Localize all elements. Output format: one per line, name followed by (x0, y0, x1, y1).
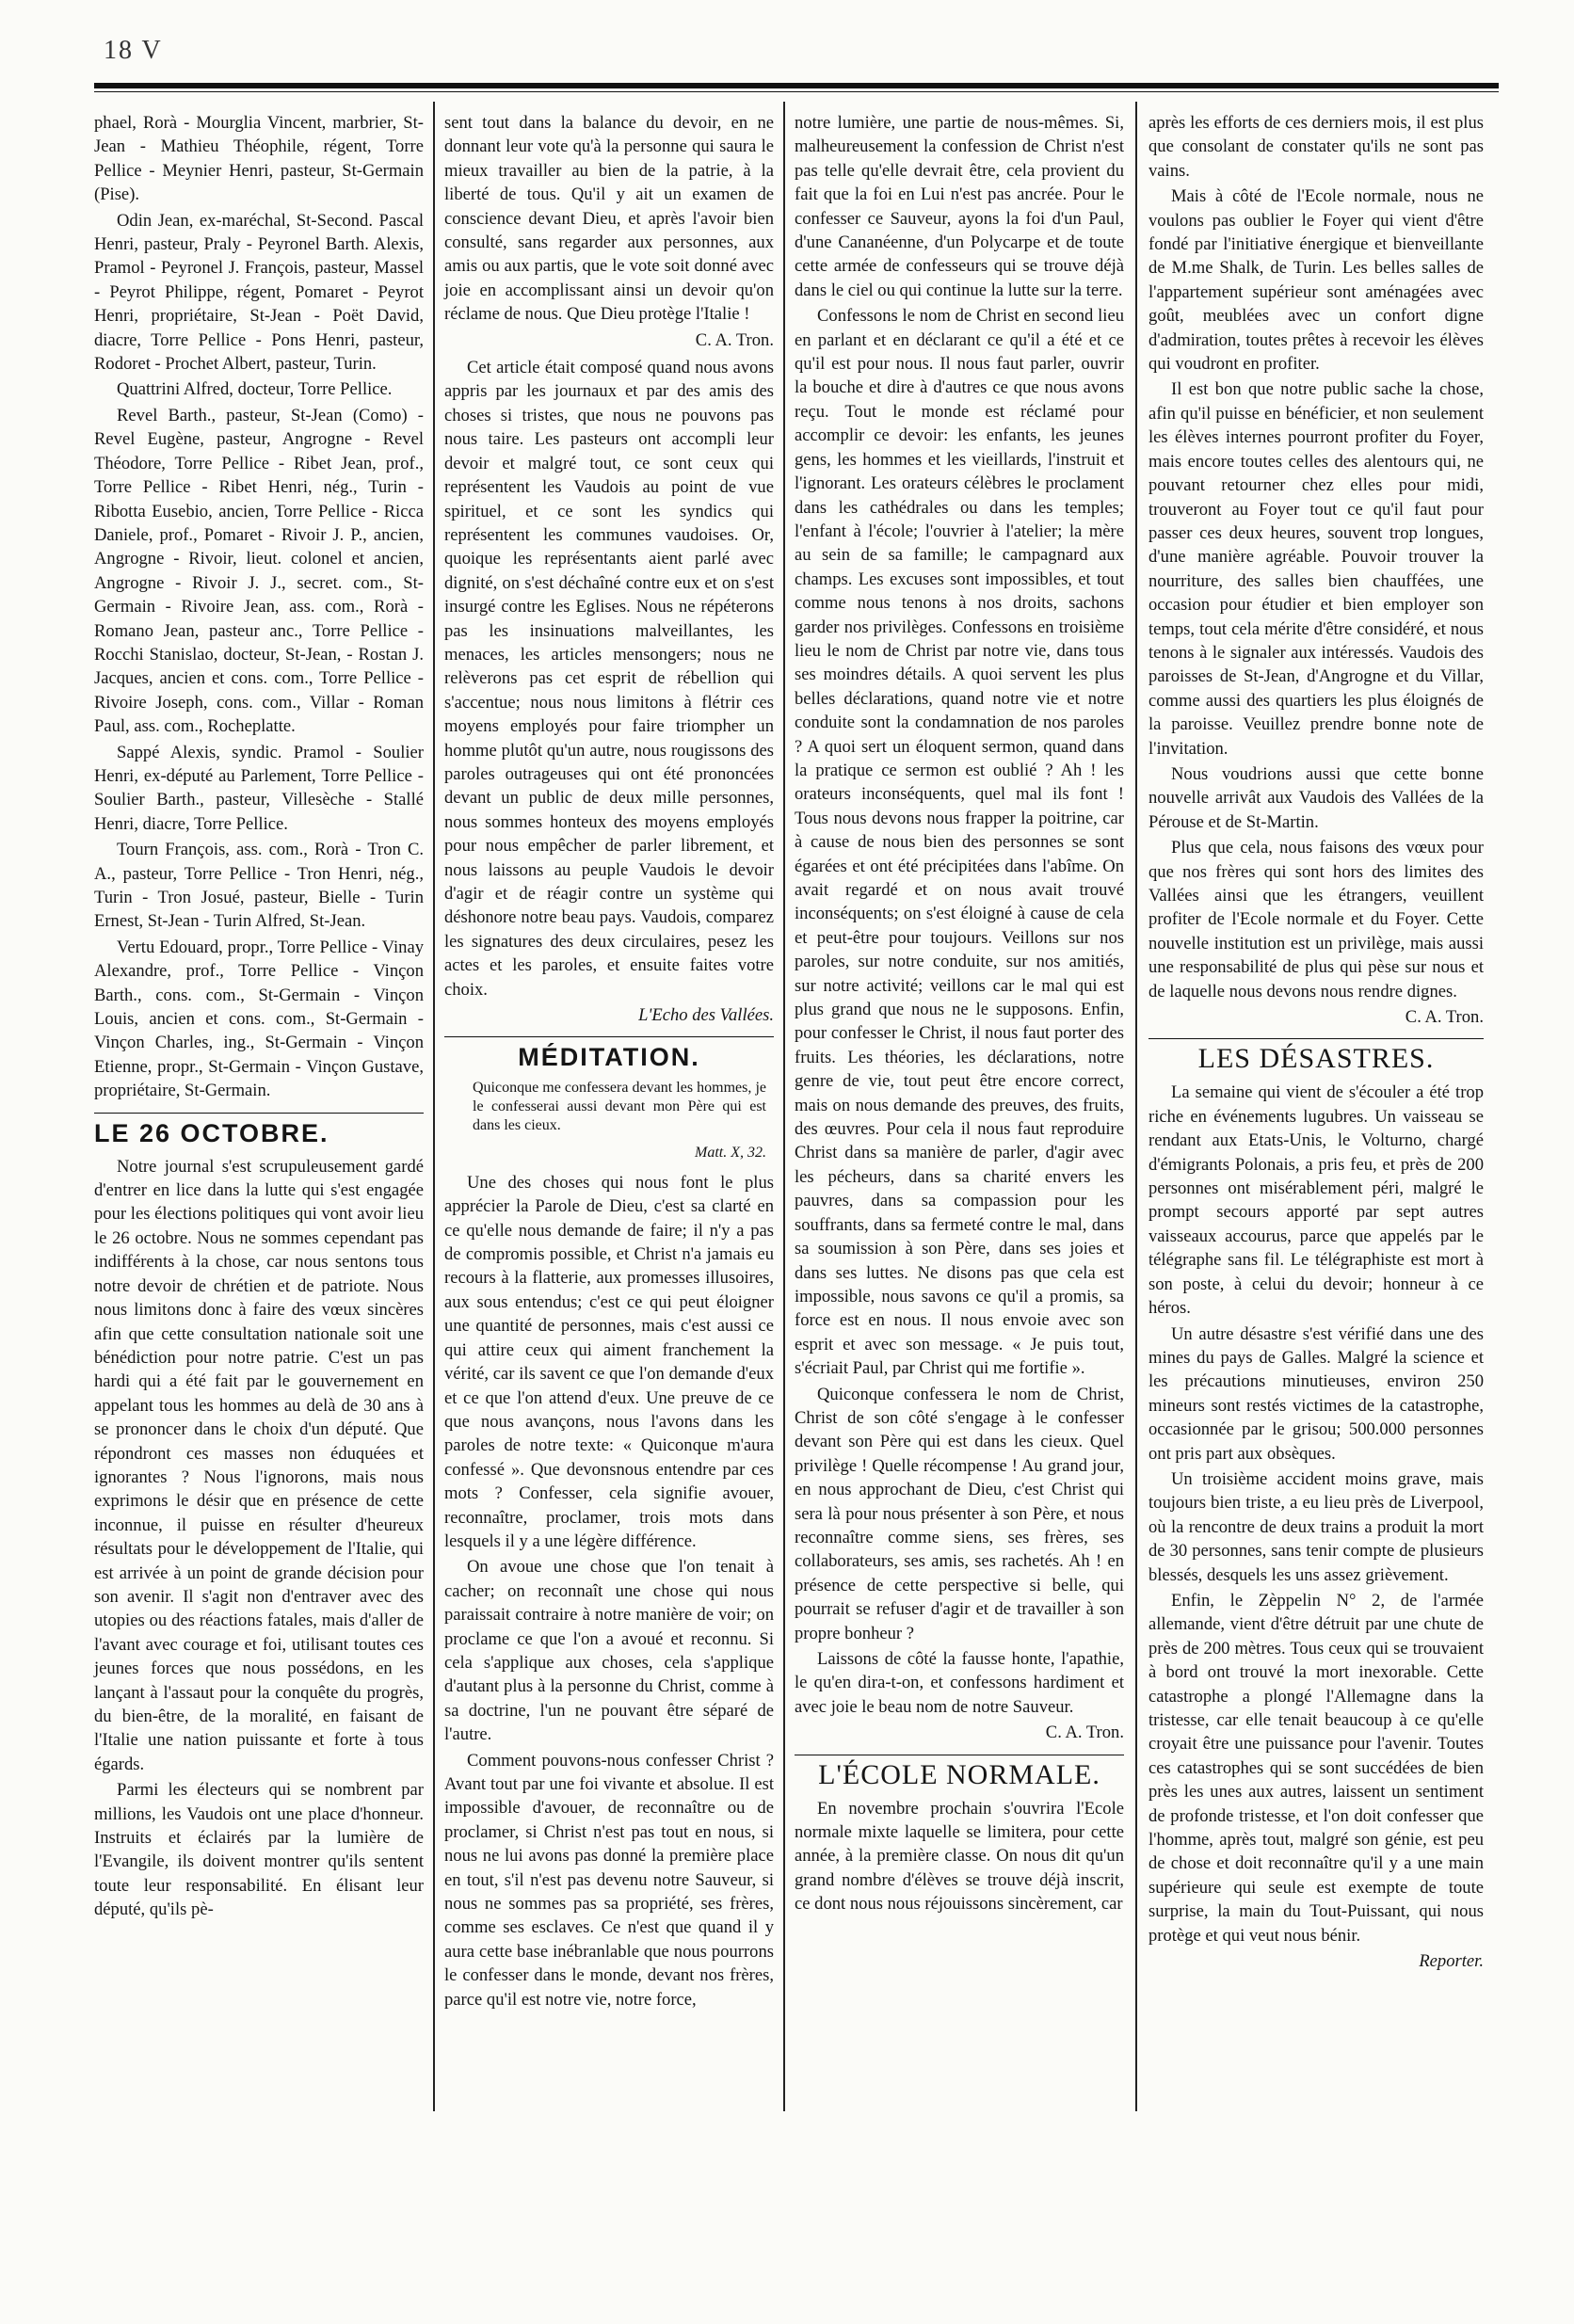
article-heading: MÉDITATION. (444, 1036, 774, 1071)
paragraph: Une des choses qui nous font le plus apprécier la Parole de Dieu, c'est sa clarté en ce qu'elle nous demande de faire; il n'y a pas de compromis possible, et Christ n'a jamais eu recours à la flatterie, aux promesses illusoires, aux sous entendus; c'est ce qui peut éloigner une quantité de personnes, mais c'est aussi ce qui attire ceux qui aiment franchement la vérité, car ils savent ce que l'on demande d'eux et ce que l'on attend d'eux. Une preuve de ce que nous avançons, nous l'avons dans les paroles de notre texte: « Quiconque m'aura confessé ». Que devonsnous entendre par ces mots ? Confesser, cela signifie avouer, reconnaître, proclamer, trois mots dans lesquels il y a une légère différence. (444, 1172, 774, 1551)
column-1 (94, 111, 424, 1924)
column-4 (1148, 111, 1484, 1977)
header-rule (94, 83, 1499, 88)
paragraph: Quiconque confessera le nom de Christ, Christ de son côté s'engage à le confesser devant son Père qui est dans les cieux. Quel privilège ! Quelle récompense ! Au grand jour, en nous approchant de Dieu, c'est Christ qui sera là pour nous présenter à son Père, et nous reconnaître comme siens, ses frères, ses collaborateurs, ses amis, ses rachetés. Ah ! en présence de cette perspective si belle, qui pourrait se refuser d'agir et de travailler à son propre bonheur ? (795, 1384, 1124, 1643)
paragraph: Revel Barth., pasteur, St-Jean (Como) - Revel Eugène, pasteur, Angrogne - Revel Théodore, Torre Pellice - Ribet Jean, prof., Torre Pellice - Ribet Henri, nég., Turin - Ribotta Eusebio, ancien, Torre Pellice - Ricca Daniele, prof., Pomaret - Rivoir J. P., ancien, Angrogne - Rivoir, lieut. colonel et ancien, Angrogne - Rivoir J. J., secret. com., St-Germain - Rivoire Jean, ass. com., Rorà - Romano Jean, pasteur anc., Torre Pellice - Rocchi Stanislao, docteur, St-Jean, - Rostan J. Jacques, ancien et cons. com., Torre Pellice - Rivoire Joseph, cons. com., Villar - Roman Paul, ass. com., Rocheplatte. (94, 405, 424, 737)
paragraph: Enfin, le Zèppelin N° 2, de l'armée allemande, vient d'être détruit par une chute de près de 200 mètres. Tous ceux qui se trouvaient à bord ont trouvé la mort inexorable. Cette catastrophe a plongé l'Allemagne dans la tristesse, car elle tenait beaucoup à ce qu'elle croyait être une puissance pour l'avenir. Toutes ces catastrophes qui se sont succédées de bien près les unes aux autres, laissent un sentiment de profonde tristesse, et l'on doit confesser que l'homme, après tout, malgré son génie, est peu de chose et doit reconnaître qu'il y a une main supérieure qui seule est exempte de toute surprise, la main du Tout-Puissant, qui nous protège et qui veut nous bénir. (1148, 1590, 1484, 1946)
paragraph: Comment pouvons-nous confesser Christ ? Avant tout par une foi vivante et absolue. Il est impossible d'avouer, de reconnaître ou de proclamer, si Christ n'est pas tout en nous, si nous ne lui avons pas donné la première place en tout, s'il n'est pas devenu notre Sauveur, si nous ne sommes pas sa propriété, ses frères, comme ses esclaves. Ce n'est que quand il y aura cette base inébranlable que nous pourrons le confesser dans le monde, devant nos frères, parce qu'il est notre vie, notre force, (444, 1750, 774, 2010)
paragraph: Laissons de côté la fausse honte, l'apathie, le qu'en dira-t-on, et confessons hardiment et avec joie le beau nom de notre Sauveur. (795, 1649, 1124, 1717)
paragraph: Il est bon que notre public sache la chose, afin qu'il puisse en bénéficier, et non seulement les élèves internes pourront profiter du Foyer, mais encore toutes celles des alentours qui, ne pouvant retourner chez elles pour midi, trouveront au Foyer tout ce qu'il faut pour passer ces deux heures, souvent trop longues, d'une manière agréable. Pouvoir trouver la nourriture, des salles bien chauffées, une occasion pour étudier et bien employer son temps, tout cela mérite d'être considéré, et nous tenons à le signaler aux intéressés. Vaudois des paroisses de St-Jean, d'Angrogne et du Villar, comme aussi des quartiers les plus éloignés de la paroisse. Veuillez prendre bonne note de l'invitation. (1148, 379, 1484, 759)
paragraph: Plus que cela, nous faisons des vœux pour que nos frères qui sont hors des limites des Vallées ainsi que les étrangers, veuillent profiter de l'Ecole normale et du Foyer. Cette nouvelle institution est un privilège, mais aussi une responsabilité de plus qui pèse sur nous et de laquelle nous devons nous rendre dignes. (1148, 838, 1484, 1002)
paragraph: Notre journal s'est scrupuleusement gardé d'entrer en lice dans la lutte qui s'est engagée pour les élections politiques qui vont avoir lieu le 26 octobre. Nous ne sommes cependant pas indifférents à la chose, car nous sentons tous notre devoir de chrétien et de patriote. Nous nous limitons donc à faire des vœux sincères afin que cette consultation nationale soit une bénédiction pour notre patrie. C'est un pas hardi qui a été fait par le gouvernement en appelant tous les hommes au delà de 30 ans à se prononcer dans le choix d'un député. Que répondront ces masses non éduquées et ignorantes ? Nous l'ignorons, mais nous exprimons le désir que en présence de cette inconnue, il puisse en résulter d'heureux résultats pour le développement de l'Italie, qui est arrivée à un point de grande décision pour son avenir. Il s'agit non d'entraver avec des utopies ou des réactions fatales, mais d'aller de l'avant avec courage et foi, utilisant toutes ces jeunes forces que nous possédons, en les lançant à l'assaut pour la conquête du progrès, du bien-être, de la moralité, en faisant de l'Italie une nation puissante et forte à tous égards. (94, 1156, 424, 1774)
signature: C. A. Tron. (1045, 1723, 1124, 1743)
paragraph: La semaine qui vient de s'écouler a été trop riche en événements lugubres. Un vaisseau se rendant aux Etats-Unis, le Volturno, chargé d'émigrants Polonais, a pris feu, et près de 200 personnes ont misérablement péri, malgré le prompt secours apporté par sept autres vaisseaux accourus, parce que appelés par le télégraphe sans fil. Le télégraphiste est mort à son poste, à celui du devoir; honneur à ce héros. (1148, 1082, 1484, 1319)
paragraph: phael, Rorà - Mourglia Vincent, marbrier, St-Jean - Mathieu Théophile, régent, Torre Pellice - Meynier Henri, pasteur, St-Germain (Pise). (94, 113, 424, 205)
paragraph: après les efforts de ces derniers mois, il est plus que consolant de constater qu'ils ne sont pas vains. (1148, 113, 1484, 181)
paragraph: Quattrini Alfred, docteur, Torre Pellice. (117, 379, 393, 400)
paragraph: Un autre désastre s'est vérifié dans une des mines du pays de Galles. Malgré la science et les précautions minutieuses, environ 250 mineurs sont restés victimes de la catastrophe, occasionnée par le grisou; 500.000 personnes ont pris part aux obsèques. (1148, 1323, 1484, 1464)
column-3 (795, 111, 1124, 1918)
article-heading: LES DÉSASTRES. (1148, 1038, 1484, 1073)
signature: C. A. Tron. (1405, 1007, 1484, 1028)
header-rule-thin (94, 91, 1499, 92)
page-number: 18 V (104, 36, 163, 65)
paragraph: Vertu Edouard, propr., Torre Pellice - Vinay Alexandre, prof., Torre Pellice - Vinçon Barth., cons. com., St-Germain - Vinçon Louis, ancien et cons. com., St-Germain - Vinçon Charles, ing., St-Germain - Vinçon Etienne, propr., St-Germain - Vinçon Gustave, propriétaire, St-Germain. (94, 937, 424, 1101)
paragraph: sent tout dans la balance du devoir, en ne donnant leur vote qu'à la personne qui saura le mieux travailler au bien de la patrie, à la liberté de tous. Qu'il y ait un examen de conscience devant Dieu, et après l'avoir bien consulté, sans regarder aux personnes, aux amis ou aux partis, que le vote soit donné avec joie en accomplissant ainsi un devoir qu'on réclame de nous. Que Dieu protège l'Italie ! (444, 113, 774, 325)
paragraph: Un troisième accident moins grave, mais toujours bien triste, a eu lieu près de Liverpool, où la rencontre de deux trains a produit la mort de 30 personnes, sans tenir compte de plusieurs blessés, desquels les uns assez grièvement. (1148, 1468, 1484, 1585)
epigraph-reference: Matt. X, 32. (695, 1145, 766, 1162)
signature: C. A. Tron. (695, 329, 774, 350)
signature: Reporter. (1419, 1951, 1484, 1972)
paragraph: On avoue une chose que l'on tenait à cacher; on reconnaît une chose qui nous paraissait contraire à notre manière de voir; on proclame ce que l'on a avoué et reconnu. Si cela s'applique aux choses, cela s'applique d'autant plus à la personne du Christ, comme à sa doctrine, l'un ne pouvant être séparé de l'autre. (444, 1557, 774, 1745)
paragraph: Confessons le nom de Christ en second lieu en parlant et en déclarant ce qu'il a été et ce qu'il est pour nous. Il nous faut parler, ouvrir la bouche et dire à d'autres ce que nous avons reçu. Tout le monde est réclamé pour accomplir ce devoir: les enfants, les jeunes gens, les hommes et les vieillards, l'instruit et l'ignorant. Les orateurs célèbres le proclament dans les cathédrales ou dans les temples; l'enfant à l'école; l'ouvrier à l'atelier; la mère au sein de sa famille; le campagnard aux champs. Les excuses sont impossibles, et tout comme nous tenons à nos droits, sachons garder nos privilèges. Confessons en troisième lieu le nom de Christ par notre vie, dans tous ses moindres détails. A quoi servent les plus belles déclarations, quand notre vie et notre conduite sont la condamnation de nos paroles ? A quoi sert un éloquent sermon, quand dans la pratique ce sermon est oublié ? Ah ! les orateurs inconséquents, quel mal ils font ! Tous nous devons nous frapper la poitrine, car à cause de nous bien des personnes se sont égarées et ont été précipitées dans l'abîme. On avait regardé et on nous avait trouvé inconséquents; on s'est éloigné à cause de cela et peut-être pour toujours. Veillons sur nos paroles, sur notre conduite, sur nos amitiés, sur notre activité; veillons car le mal qui est plus grand que nous ne le supposons. Enfin, pour confesser le Christ, il nous faut porter des fruits. Les théories, les déclarations, notre genre de vie, tout peut être encore correct, mais on nous demande des preuves, des fruits, des œuvres. Pour cela il nous faut reproduire Christ dans sa manière de parler, d'agir avec les pécheurs, dans sa charité envers les pauvres, dans sa compassion pour les souffrants, dans sa fermeté contre le mal, dans sa soumission à son Père, dans ses joies et dans ses luttes. Ne disons pas que cela est impossible, nous savons ce qu'il a promis, sa force est en nous. Il nous envoie avec son esprit et avec son message. « Je puis tout, s'écriait Paul, par Christ qui me fortifie ». (795, 306, 1124, 1379)
column-2 (444, 111, 774, 2013)
paragraph: Nous voudrions aussi que cette bonne nouvelle arrivât aux Vaudois des Vallées de la Pérouse et de St-Martin. (1148, 763, 1484, 832)
paragraph: En novembre prochain s'ouvrira l'Ecole normale mixte laquelle se limitera, pour cette année, à la première classe. On nous dit qu'un grand nombre d'élèves se trouve déjà inscrit, ce dont nous nous réjouissons sincèrement, car (795, 1798, 1124, 1915)
paragraph: notre lumière, une partie de nous-mêmes. Si, malheureusement la confession de Christ n'est pas telle qu'elle devrait être, cela provient du fait que la foi en Lui n'est pas ancrée. Pour le confesser ce Sauveur, ayons la foi d'un Paul, d'une Cananéenne, d'un Polycarpe et de toute cette armée de confesseurs qui se trouve déjà dans le ciel ou qui continue la lutte sur la terre. (795, 113, 1124, 300)
epigraph: Quiconque me confessera devant les hommes, je le confesserai aussi devant mon Père qui est dans les cieux. (473, 1080, 766, 1134)
signature: L'Echo des Vallées. (638, 1005, 774, 1026)
article-heading: LE 26 OCTOBRE. (94, 1113, 424, 1147)
column-divider (1135, 102, 1137, 2111)
column-divider (783, 102, 785, 2111)
paragraph: Odin Jean, ex-maréchal, St-Second. Pascal Henri, pasteur, Praly - Peyronel Barth. Alexis, Pramol - Peyronel J. François, pasteur, Massel - Peyrot Philippe, régent, Pomaret - Peyrot Henri, propriétaire, St-Jean - Poët David, diacre, Torre Pellice - Pons Henri, pasteur, Rodoret - Prochet Albert, pasteur, Turin. (94, 210, 424, 375)
paragraph: Parmi les électeurs qui se nombrent par millions, les Vaudois ont une place d'honneur. Instruits et éclairés par la lumière de l'Evangile, ils doivent montrer qu'ils sentent toute leur responsabilité. En élisant leur député, qu'ils pè- (94, 1780, 424, 1920)
paragraph: Sappé Alexis, syndic. Pramol - Soulier Henri, ex-député au Parlement, Torre Pellice - Soulier Barth., pasteur, Villesèche - Stallé Henri, diacre, Torre Pellice. (94, 742, 424, 834)
article-heading: L'ÉCOLE NORMALE. (795, 1755, 1124, 1789)
paragraph: Cet article était composé quand nous avons appris par les journaux et par des amis des choses si tristes, que nous ne pouvons pas nous taire. Les pasteurs ont accompli leur devoir et malgré tout, ce sont ceux qui représentent les Vaudois au point de vue spirituel, et ce sont les syndics qui représentent les communes vaudoises. Or, quoique les représentants aient parlé avec dignité, on s'est déchaîné contre eux et on s'est insurgé contre les Eglises. Nous ne répéterons pas les insinuations malveillantes, les menaces, les articles mensongers; nous ne relèverons pas cet esprit de rébellion qui s'accentue; nous nous limitons à flétrir ces moyens employés pour faire triompher un homme plutôt qu'un autre, nous rougissons des paroles outrageuses qui ont été prononcées devant un public de deux mille personnes, nous sommes honteux des moyens employés pour nous empêcher de parler librement, et nous laissons au peuple Vaudois le devoir d'agir et de réagir contre un système qui déshonore notre beau pays. Vaudois, comparez les signatures des deux circulaires, pesez les actes et les paroles, et ensuite faites votre choix. (444, 358, 774, 1000)
column-divider (433, 102, 435, 2111)
paragraph: Tourn François, ass. com., Rorà - Tron C. A., pasteur, Torre Pellice - Tron Henri, nég., Turin - Tron Josué, pasteur, Bielle - Turin Ernest, St-Jean - Turin Alfred, St-Jean. (94, 840, 424, 932)
paragraph: Mais à côté de l'Ecole normale, nous ne voulons pas oublier le Foyer qui vient d'être fondé par l'initiative énergique et bienveillante de M.me Shalk, de Turin. Les belles salles de l'appartement supérieur sont aménagées avec goût, meublées avec un confort digne d'admiration, toutes prêtes à recevoir les élèves qui voudront en profiter. (1148, 186, 1484, 375)
